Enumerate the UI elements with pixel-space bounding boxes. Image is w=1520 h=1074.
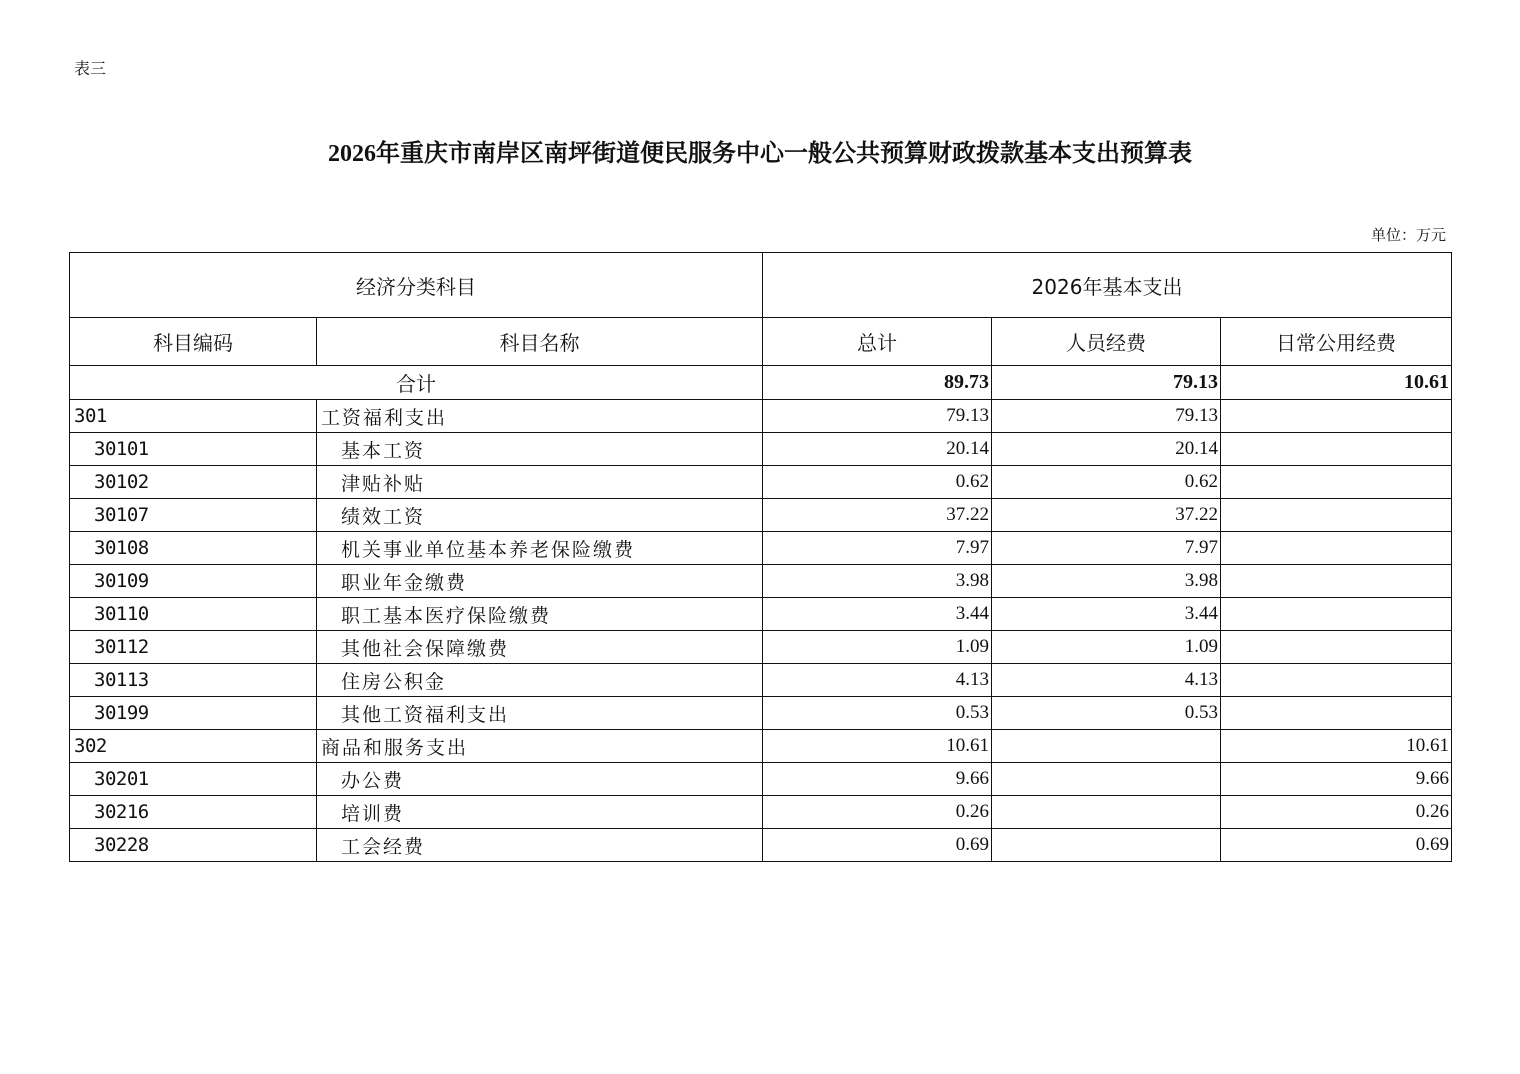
row-name: 工资福利支出 [317,400,763,433]
header-basic-expenditure: 2026年基本支出 [763,253,1452,318]
row-personnel [992,763,1221,796]
row-public [1221,433,1452,466]
table-row [70,829,1452,862]
row-public: 0.69 [1221,829,1452,862]
row-public: 9.66 [1221,763,1452,796]
row-public [1221,499,1452,532]
table-header [70,253,1452,400]
row-personnel: 79.13 [992,400,1221,433]
total-row [70,366,1452,400]
row-name: 商品和服务支出 [317,730,763,763]
row-personnel: 7.97 [992,532,1221,565]
row-name: 其他工资福利支出 [317,697,763,730]
row-name: 培训费 [317,796,763,829]
row-code: 30109 [70,565,317,598]
row-personnel: 20.14 [992,433,1221,466]
table-row [70,697,1452,730]
row-public [1221,598,1452,631]
row-total: 0.53 [763,697,992,730]
row-public [1221,400,1452,433]
budget-table [69,252,1452,862]
row-total: 79.13 [763,400,992,433]
table-row [70,565,1452,598]
row-personnel: 0.53 [992,697,1221,730]
row-personnel [992,829,1221,862]
row-name: 办公费 [317,763,763,796]
row-personnel: 3.44 [992,598,1221,631]
row-code: 30201 [70,763,317,796]
row-name: 绩效工资 [317,499,763,532]
header-economic-category: 经济分类科目 [70,253,763,318]
row-public [1221,565,1452,598]
row-name: 住房公积金 [317,664,763,697]
row-name: 其他社会保障缴费 [317,631,763,664]
row-total: 1.09 [763,631,992,664]
row-total: 3.98 [763,565,992,598]
row-name: 基本工资 [317,433,763,466]
row-personnel: 4.13 [992,664,1221,697]
total-public: 10.61 [1221,366,1452,400]
row-total: 4.13 [763,664,992,697]
row-code: 30108 [70,532,317,565]
table-row [70,433,1452,466]
row-code: 30112 [70,631,317,664]
header-total: 总计 [763,318,992,366]
row-code: 301 [70,400,317,433]
total-total: 89.73 [763,366,992,400]
table-body [70,400,1452,862]
row-code: 30228 [70,829,317,862]
row-public [1221,532,1452,565]
table-row [70,796,1452,829]
row-code: 30113 [70,664,317,697]
row-total: 0.62 [763,466,992,499]
row-personnel: 0.62 [992,466,1221,499]
table-row [70,466,1452,499]
row-personnel: 1.09 [992,631,1221,664]
row-public: 10.61 [1221,730,1452,763]
row-total: 20.14 [763,433,992,466]
row-public [1221,664,1452,697]
row-total: 7.97 [763,532,992,565]
row-total: 37.22 [763,499,992,532]
row-name: 职工基本医疗保险缴费 [317,598,763,631]
table-number-label: 表三 [74,59,107,78]
row-name: 职业年金缴费 [317,565,763,598]
row-total: 10.61 [763,730,992,763]
row-code: 30216 [70,796,317,829]
row-code: 30199 [70,697,317,730]
row-code: 30107 [70,499,317,532]
row-name: 津贴补贴 [317,466,763,499]
table-row [70,499,1452,532]
row-total: 0.69 [763,829,992,862]
header-personnel: 人员经费 [992,318,1221,366]
row-total: 3.44 [763,598,992,631]
header-code: 科目编码 [70,318,317,366]
header-name: 科目名称 [317,318,763,366]
total-label: 合计 [70,366,763,400]
row-public: 0.26 [1221,796,1452,829]
row-personnel: 37.22 [992,499,1221,532]
row-name: 机关事业单位基本养老保险缴费 [317,532,763,565]
header-public: 日常公用经费 [1221,318,1452,366]
table-row [70,400,1452,433]
table-row [70,631,1452,664]
row-code: 30102 [70,466,317,499]
row-code: 302 [70,730,317,763]
row-name: 工会经费 [317,829,763,862]
row-public [1221,697,1452,730]
row-code: 30101 [70,433,317,466]
table-row [70,664,1452,697]
row-public [1221,466,1452,499]
page-title: 2026年重庆市南岸区南坪街道便民服务中心一般公共预算财政拨款基本支出预算表 [328,141,1192,167]
row-personnel [992,730,1221,763]
table-row [70,763,1452,796]
row-code: 30110 [70,598,317,631]
table-row [70,598,1452,631]
row-personnel: 3.98 [992,565,1221,598]
unit-label: 单位：万元 [1370,226,1446,244]
table-row [70,532,1452,565]
row-total: 0.26 [763,796,992,829]
row-personnel [992,796,1221,829]
table-row [70,730,1452,763]
total-personnel: 79.13 [992,366,1221,400]
row-total: 9.66 [763,763,992,796]
row-public [1221,631,1452,664]
